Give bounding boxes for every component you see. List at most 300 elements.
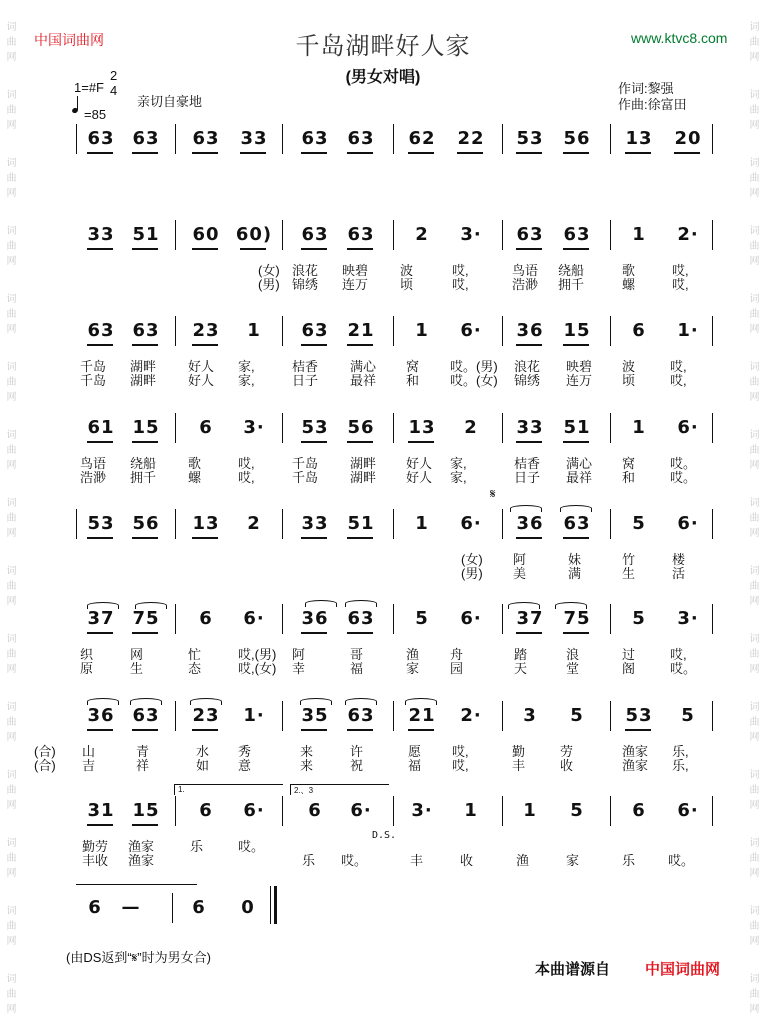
beam-line [192,537,218,539]
lyric-syllable: 哎。 [670,456,697,471]
lyric-syllable: 哎。(女) [450,373,498,388]
lyric-syllable: 丰收 [82,853,109,868]
lyric-syllable: 哎。 [670,661,697,676]
jianpu-note: 36 [516,320,544,341]
slur-mark [87,698,119,705]
jianpu-note: — [121,897,141,918]
lyric-syllable: 螺 [188,470,202,485]
lyric-syllable: 青 [136,744,150,759]
beam-line [132,344,158,346]
jianpu-note: 51 [347,513,375,534]
lyric-syllable: 好人 [406,456,433,471]
lyric-syllable: (男) [258,277,280,292]
watermark-right-text: 词 曲 网 [749,294,760,335]
key-signature: 1=#F [74,80,104,95]
jianpu-note: 60) [235,224,273,245]
lyric-syllable: 哎, [672,263,689,278]
bar-line [610,604,611,634]
jianpu-note: 6 [199,608,213,629]
jianpu-note: 5 [570,705,584,726]
lyricist-credit: 作词:黎强 [618,81,674,96]
jianpu-note: 23 [192,705,220,726]
lyric-syllable: 日子 [292,373,319,388]
beam-line [563,441,589,443]
bar-line [712,316,713,346]
bar-line [502,220,503,250]
site-name-left[interactable]: 中国词曲网 [34,32,104,48]
beam-line [347,152,373,154]
lyric-syllable: 波 [400,263,414,278]
beam-line [347,441,373,443]
lyric-syllable: 好人 [406,470,433,485]
bar-line [175,124,176,154]
jianpu-note: 6· [243,800,265,821]
lyric-syllable: 来 [300,758,314,773]
watermark-right-text: 词 曲 网 [749,566,760,607]
jianpu-note: 6· [350,800,372,821]
bar-line [175,220,176,250]
beam-line [347,248,373,250]
jianpu-note: 2· [460,705,482,726]
bar-line [393,124,394,154]
lyric-syllable: 阿 [513,552,527,567]
watermark-left-text: 词 曲 网 [6,294,17,335]
bar-line [282,604,283,634]
jianpu-note: 35 [301,705,329,726]
lyric-syllable: 哎。 [670,470,697,485]
beam-line [347,344,373,346]
jianpu-note: 20 [674,128,702,149]
lyric-syllable: 满 [568,566,582,581]
watermark-left-text: 词 曲 网 [6,498,17,539]
watermark-left-text: 词 曲 网 [6,90,17,131]
lyric-syllable: 踏 [514,647,528,662]
tempo-marking: =85 [84,107,107,122]
jianpu-note: 2· [677,224,699,245]
jianpu-note: 6· [460,320,482,341]
lyric-syllable: 哎, [452,744,469,759]
watermark-left-text: 词 曲 网 [6,226,17,267]
jianpu-note: 5 [415,608,429,629]
beam-line [408,729,434,731]
bar-line [175,509,176,539]
time-signature-top: 2 [110,68,118,83]
jianpu-note: 37 [516,608,544,629]
lyric-syllable: 哎。 [668,853,695,868]
lyric-syllable: 家, [450,456,467,471]
slur-mark [508,602,540,609]
jianpu-note: 37 [87,608,115,629]
lyric-syllable: 浩渺 [512,277,539,292]
lyric-syllable: 顷 [400,277,414,292]
beam-line [87,729,113,731]
watermark-right-text: 词 曲 网 [749,430,760,471]
lyric-syllable: 原 [80,661,94,676]
jianpu-note: 6· [460,513,482,534]
lyric-syllable: 桔香 [292,359,319,374]
segno-sign: 𝄋 [490,486,496,501]
beam-line [301,152,327,154]
jianpu-note: 63 [347,224,375,245]
jianpu-note: 53 [87,513,115,534]
lyric-syllable: 哎。 [341,853,368,868]
bar-line [393,604,394,634]
beam-line [192,344,218,346]
lyric-syllable: (女) [461,552,483,567]
beam-line [625,152,651,154]
site-url-right[interactable]: www.ktvc8.com [631,30,728,46]
lyric-syllable: 乐 [302,853,316,868]
lyric-syllable: 渔 [516,853,530,868]
time-signature [110,68,117,98]
lyric-syllable: 千岛 [80,359,107,374]
jianpu-note: 6 [199,417,213,438]
jianpu-note: 63 [301,320,329,341]
lyric-syllable: 生 [130,661,144,676]
lyric-syllable: 织 [80,647,94,662]
jianpu-note: 63 [301,224,329,245]
jianpu-note: 6 [632,320,646,341]
bar-line [282,316,283,346]
lyric-syllable: 哎, [452,758,469,773]
lyric-syllable: 舟 [450,647,464,662]
jianpu-note: 13 [625,128,653,149]
watermark-right-text: 词 曲 网 [749,974,760,1015]
lyric-syllable: 好人 [188,359,215,374]
lyric-syllable: 哎, [238,470,255,485]
bar-line [610,124,611,154]
lyric-syllable: 收 [560,758,574,773]
jianpu-note: 63 [87,128,115,149]
source-label: 本曲谱源自 [535,961,611,978]
lyric-syllable: 顷 [622,373,636,388]
bar-line [175,701,176,731]
jianpu-note: 56 [347,417,375,438]
jianpu-note: 62 [408,128,436,149]
song-title: 千岛湖畔好人家 [295,32,471,60]
lyric-syllable: 浪花 [292,263,319,278]
lyric-syllable: 浪 [566,647,580,662]
beam-line [516,537,542,539]
jianpu-note: 6· [677,417,699,438]
beam-line [301,729,327,731]
beam-line [87,152,113,154]
bar-line [610,413,611,443]
lyric-syllable: 乐, [672,758,689,773]
lyric-syllable: 过 [622,647,636,662]
lyric-syllable: 丰 [512,758,526,773]
lyric-syllable: 乐, [672,744,689,759]
jianpu-note: 75 [563,608,591,629]
jianpu-note: 61 [87,417,115,438]
bar-line [175,316,176,346]
jianpu-note: 75 [132,608,160,629]
watermark-left-text: 词 曲 网 [6,362,17,403]
jianpu-note: 1 [415,320,429,341]
footer-note: (由DS返到“𝄋”时为男女合) [66,950,211,965]
bar-line [502,604,503,634]
volta-second-ending: 2.、3 [290,784,389,795]
beam-line [87,824,113,826]
beam-line [301,441,327,443]
beam-line [516,152,542,154]
slur-mark [190,698,222,705]
time-signature-bottom: 4 [110,83,118,98]
beam-line [516,632,542,634]
watermark-right-text: 词 曲 网 [749,838,760,879]
beam-line [132,441,158,443]
lyric-syllable: 家, [450,470,467,485]
jianpu-note: 21 [347,320,375,341]
lyric-syllable: 如 [196,758,210,773]
final-bar-thin [270,886,271,924]
beam-line [240,248,266,250]
lyric-syllable: 波 [622,359,636,374]
lyric-syllable: 许 [350,744,364,759]
bar-line [393,413,394,443]
jianpu-note: 33 [87,224,115,245]
beam-line [563,344,589,346]
jianpu-note: 63 [87,320,115,341]
lyric-syllable: 鸟语 [512,263,539,278]
lyric-syllable: 竹 [622,552,636,567]
lyric-syllable: 哎, [672,277,689,292]
system-start-bracket [76,124,77,154]
lyric-syllable: 拥千 [130,470,157,485]
slur-mark [87,602,119,609]
lyric-syllable: 活 [672,566,686,581]
slur-mark [345,698,377,705]
beam-line [132,152,158,154]
jianpu-note: 56 [132,513,160,534]
jianpu-note: 6· [243,608,265,629]
beam-line [192,729,218,731]
beam-line [87,441,113,443]
lyric-syllable: 阁 [622,661,636,676]
jianpu-note: 13 [408,417,436,438]
jianpu-note: 5 [681,705,695,726]
lyric-syllable: 愿 [408,744,422,759]
lyric-syllable: (男) [461,566,483,581]
beam-line [563,248,589,250]
lyric-syllable: 日子 [514,470,541,485]
lyric-syllable: 秀 [238,744,252,759]
beam-line [408,441,434,443]
beam-line [563,632,589,634]
lyric-syllable: 锦绣 [514,373,541,388]
bar-line [393,701,394,731]
lyric-syllable: 山 [82,744,96,759]
jianpu-note: 6 [199,800,213,821]
lyric-syllable: 好人 [188,373,215,388]
jianpu-note: 1 [632,417,646,438]
beam-line [563,537,589,539]
lyric-syllable: 哎, [670,359,687,374]
beam-line [132,632,158,634]
system-start-bracket [76,509,77,539]
jianpu-note: 3· [460,224,482,245]
bar-line [712,604,713,634]
lyric-syllable: 歌 [188,456,202,471]
lyric-syllable: 祥 [136,758,150,773]
lyric-syllable: 锦绣 [292,277,319,292]
lyric-syllable: 家, [238,359,255,374]
beam-line [563,152,589,154]
jianpu-note: 1· [677,320,699,341]
watermark-left-text: 词 曲 网 [6,770,17,811]
watermark-left-text: 词 曲 网 [6,158,17,199]
lyric-syllable: 哎, [670,647,687,662]
watermark-left-text: 词 曲 网 [6,906,17,947]
jianpu-note: 1· [243,705,265,726]
jianpu-note: 6· [677,800,699,821]
beam-line [347,537,373,539]
lyric-syllable: 乐 [190,839,204,854]
bar-line [393,509,394,539]
watermark-left-text: 词 曲 网 [6,838,17,879]
beam-line [516,344,542,346]
lyric-syllable: 满心 [350,359,377,374]
bar-line [175,413,176,443]
jianpu-note: 31 [87,800,115,821]
beam-line [240,152,266,154]
beam-line [192,152,218,154]
jianpu-note: 36 [516,513,544,534]
bar-line [282,124,283,154]
jianpu-note: 21 [408,705,436,726]
lyric-syllable: 渔家 [622,744,649,759]
lyric-syllable: 千岛 [80,373,107,388]
lyric-syllable: 乐 [622,853,636,868]
lyric-syllable: 渔家 [128,839,155,854]
lyric-syllable: 生 [622,566,636,581]
beam-line [87,632,113,634]
jianpu-note: 63 [132,128,160,149]
lyric-syllable: 哎, [238,456,255,471]
song-subtitle: (男女对唱) [345,69,421,86]
slur-mark [135,602,167,609]
watermark-left-text: 词 曲 网 [6,702,17,743]
lyric-syllable: 映碧 [566,359,593,374]
lyric-syllable: 劳 [560,744,574,759]
lyric-syllable: 妹 [568,552,582,567]
lyric-syllable: 湖畔 [130,359,157,374]
jianpu-note: 0 [241,897,255,918]
lyric-syllable: 歌 [622,263,636,278]
jianpu-note: 15 [563,320,591,341]
jianpu-note: 3 [523,705,537,726]
lyric-syllable: 窝 [406,359,420,374]
watermark-right-text: 词 曲 网 [749,702,760,743]
bar-line [282,701,283,731]
watermark-right-text: 词 曲 网 [749,770,760,811]
jianpu-note: 51 [132,224,160,245]
beam-line [301,632,327,634]
lyric-syllable: 最祥 [566,470,593,485]
lyric-syllable: 拥千 [558,277,585,292]
beam-line [87,537,113,539]
lyric-syllable: 绕船 [558,263,585,278]
source-site-link[interactable]: 中国词曲网 [645,961,721,978]
jianpu-note: 63 [347,705,375,726]
jianpu-note: 33 [301,513,329,534]
bar-line [502,413,503,443]
jianpu-note: 1 [247,320,261,341]
lyric-syllable: 美 [513,566,527,581]
jianpu-note: 3· [243,417,265,438]
slur-mark [405,698,437,705]
jianpu-note: 1 [632,224,646,245]
jianpu-note: 23 [192,320,220,341]
watermark-right-text: 词 曲 网 [749,634,760,675]
lyric-syllable: 来 [300,744,314,759]
watermark-right-text: 词 曲 网 [749,158,760,199]
lyric-syllable: 哎。 [238,839,265,854]
beam-line [87,344,113,346]
lyric-syllable: 千岛 [292,456,319,471]
bar-line [175,604,176,634]
jianpu-note: 1 [523,800,537,821]
bar-line [610,509,611,539]
jianpu-note: 1 [415,513,429,534]
lyric-syllable: 浪花 [514,359,541,374]
beam-line [408,152,434,154]
jianpu-note: 63 [563,513,591,534]
lyric-syllable: 哎, [670,373,687,388]
jianpu-note: 13 [192,513,220,534]
lyric-syllable: 哎,(男) [238,647,277,662]
lyric-syllable: 连万 [342,277,369,292]
lyric-syllable: 阿 [292,647,306,662]
beam-line [347,729,373,731]
jianpu-note: 63 [132,705,160,726]
slur-mark [130,698,162,705]
lyric-syllable: 园 [450,661,464,676]
bar-line [172,893,173,923]
lyric-syllable: 福 [408,758,422,773]
watermark-right-text: 词 曲 网 [749,362,760,403]
bar-line [712,509,713,539]
slur-mark [305,600,337,607]
lyric-syllable: 哎。(男) [450,359,498,374]
jianpu-note: 3· [411,800,433,821]
lyric-syllable: (合) [34,744,56,759]
bar-line [502,316,503,346]
bar-line [393,796,394,826]
watermark-right-text: 词 曲 网 [749,226,760,267]
lyric-syllable: 最祥 [350,373,377,388]
slur-mark [555,602,587,609]
beam-line [516,441,542,443]
lyric-syllable: 连万 [566,373,593,388]
jianpu-note: 33 [516,417,544,438]
watermark-left-text: 词 曲 网 [6,22,17,63]
jianpu-note: 2 [247,513,261,534]
lyric-syllable: 福 [350,661,364,676]
bar-line [502,796,503,826]
jianpu-note: 63 [347,608,375,629]
bar-line [610,796,611,826]
jianpu-note: 6· [677,513,699,534]
lyric-syllable: 勤劳 [82,839,109,854]
jianpu-note: 6 [632,800,646,821]
bar-line [712,220,713,250]
jianpu-note: 36 [301,608,329,629]
jianpu-note: 2 [415,224,429,245]
da-segno-mark: D.S. [372,830,397,841]
jianpu-note: 22 [457,128,485,149]
beam-line [87,248,113,250]
